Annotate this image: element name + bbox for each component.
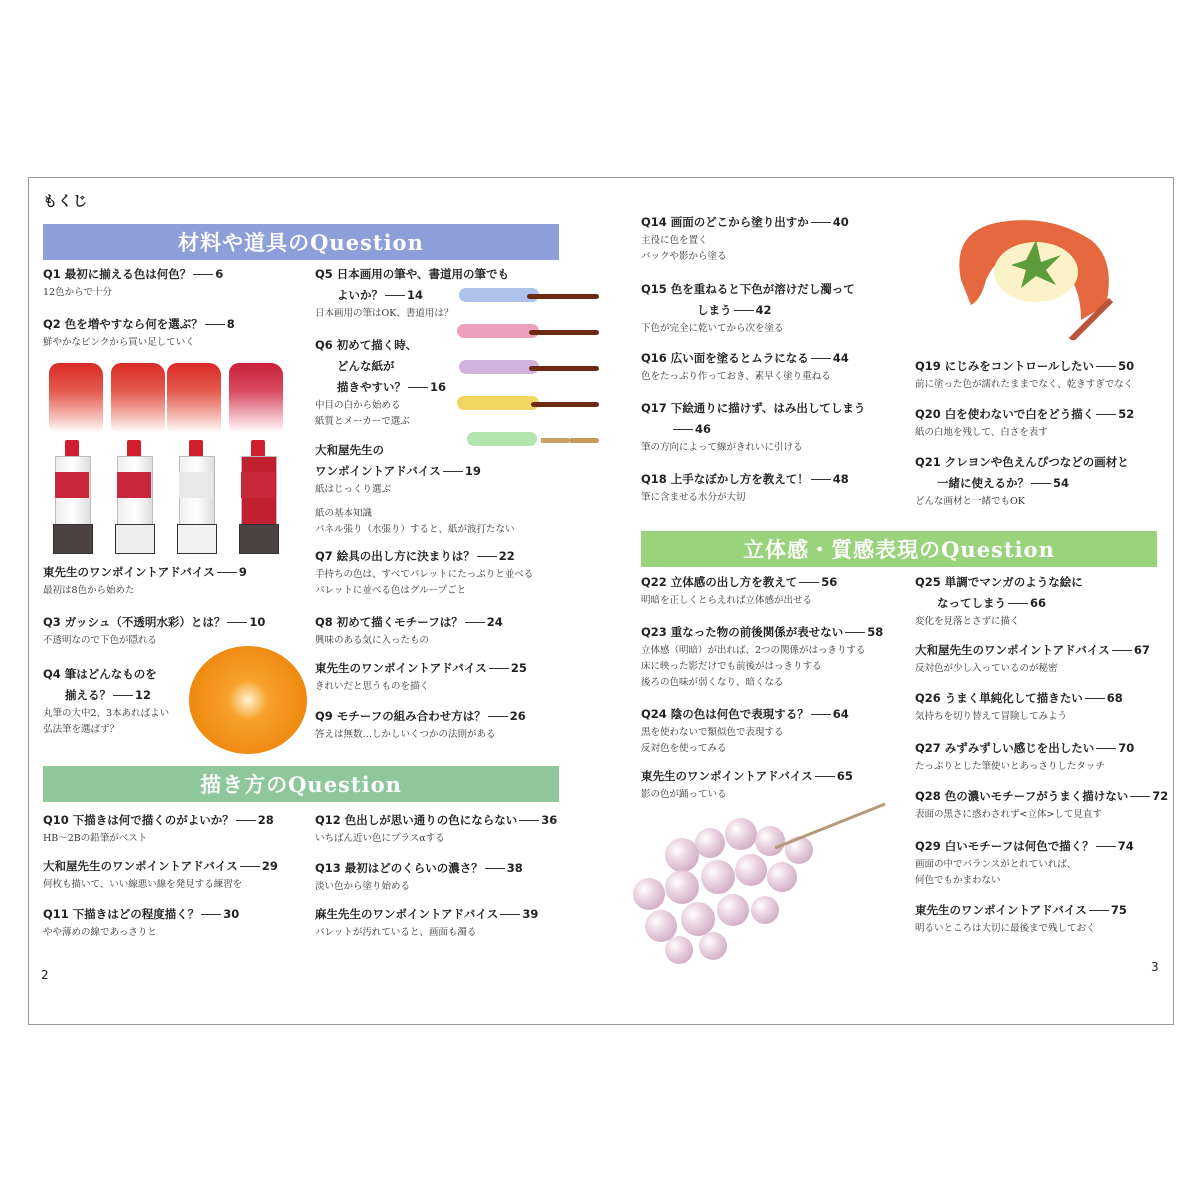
entry-title: 大和屋先生のワンポイントアドバイス	[915, 643, 1110, 657]
entry-sub: HB〜2Bの鉛筆がベスト	[43, 833, 148, 844]
entry-page: 28	[257, 813, 274, 827]
toc-entry[interactable]	[915, 572, 1185, 630]
entry-title: Q16 広い面を塗るとムラになる	[641, 351, 809, 365]
entry-title-cont: どんな紙が	[337, 359, 395, 373]
tomato-illustration	[941, 210, 1161, 340]
toc-entry[interactable]	[315, 658, 585, 695]
banner-materials: 材料や道具のQuestion	[43, 224, 559, 260]
entry-sub: 筆の方向によって線がきれいに引ける	[641, 442, 803, 453]
entry-title: Q4 筆はどんなものを	[43, 667, 157, 681]
entry-page: 67	[1133, 643, 1150, 657]
entry-title: 東先生のワンポイントアドバイス	[915, 903, 1087, 917]
entry-sub: 答えは無数…しかしいくつかの法則がある	[315, 729, 496, 740]
toc-entry[interactable]	[641, 398, 911, 456]
entry-title: Q14 画面のどこから塗り出すか	[641, 215, 809, 229]
brush-stroke	[457, 396, 539, 410]
entry-page: 8	[226, 317, 235, 331]
entry-page: 6	[215, 267, 224, 281]
entry-sub: 前に塗った色が濡れたままでなく、乾きすぎでなく	[915, 379, 1134, 390]
entry-sub: 気持ちを切り替えて冒険してみよう	[915, 711, 1068, 722]
entry-title: Q19 にじみをコントロールしたい	[915, 359, 1095, 373]
entry-page: 70	[1118, 741, 1135, 755]
entry-page: 10	[249, 615, 266, 629]
entry-page: 38	[506, 861, 523, 875]
page-number-right: 3	[1151, 960, 1159, 974]
entry-title: Q5 日本画用の筆や、書道用の筆でも	[315, 267, 510, 281]
toc-entry[interactable]	[915, 404, 1185, 441]
brush-stroke	[467, 432, 537, 446]
entry-sub: 色をたっぷり作っておき、素早く塗り重ねる	[641, 371, 831, 382]
toc-entry[interactable]	[315, 904, 585, 941]
paint-tube	[53, 440, 91, 552]
entry-title-cont: 一緒に使えるか？	[937, 476, 1029, 490]
entry-title: 東先生のワンポイントアドバイス	[43, 565, 215, 579]
entry-sub: 淡い色から塗り始める	[315, 881, 411, 892]
banner-drawing: 描き方のQuestion	[43, 766, 559, 802]
entry-page: 39	[522, 907, 539, 921]
toc-entry[interactable]	[915, 786, 1185, 823]
entry-sub: 最初は8色から始めた	[43, 585, 135, 596]
entry-title-cont: よいか？	[337, 288, 383, 302]
entry-sub: たっぷりとした筆使いとあっさりしたタッチ	[915, 761, 1105, 772]
entry-page: 16	[430, 380, 447, 394]
entry-page: 42	[755, 303, 772, 317]
entry-sub: やや薄めの線であっさりと	[43, 927, 157, 938]
entry-title: Q25 単調でマンガのような絵に	[915, 575, 1083, 589]
paint-swatch	[111, 363, 165, 433]
entry-page: 14	[407, 288, 424, 302]
entry-page: 75	[1110, 903, 1127, 917]
entry-sub: 紙の基本知識	[315, 508, 373, 519]
entry-sub: 12色からで十分	[43, 287, 112, 298]
entry-title: 大和屋先生の	[315, 443, 384, 457]
toc-entry[interactable]	[315, 612, 585, 649]
entry-sub: 明暗を正しくとらえれば立体感が出せる	[641, 595, 813, 606]
toc-entry[interactable]	[43, 264, 313, 301]
entry-title: Q8 初めて描くモチーフは？	[315, 615, 463, 629]
paint-tube	[115, 440, 153, 552]
entry-sub: 後ろの色味が弱くなり、暗くなる	[641, 677, 784, 688]
entry-title: Q13 最初はどのくらいの濃さ？	[315, 861, 483, 875]
entry-sub: いちばん近い色にプラスαする	[315, 833, 445, 844]
toc-entry[interactable]	[641, 622, 911, 691]
toc-entry[interactable]	[315, 506, 585, 538]
entry-page: 24	[486, 615, 503, 629]
entry-sub: バックや影から塗る	[641, 251, 727, 262]
page-number-left: 2	[41, 968, 49, 982]
toc-entry[interactable]	[641, 212, 911, 265]
entry-sub: 表面の黒さに惑わされず<立体>して見直す	[915, 809, 1102, 820]
entry-title-cont: なってしまう	[937, 596, 1006, 610]
entry-page: 50	[1118, 359, 1135, 373]
entry-title: Q2 色を増やすなら何を選ぶ？	[43, 317, 203, 331]
entry-title: 麻生先生のワンポイントアドバイス	[315, 907, 499, 921]
entry-page: 48	[832, 472, 849, 486]
entry-page: 19	[464, 464, 481, 478]
toc-entry[interactable]	[43, 904, 313, 941]
brush-stroke	[459, 360, 539, 374]
toc-entry[interactable]	[641, 704, 911, 757]
entry-page: 65	[836, 769, 853, 783]
entry-sub: 主役に色を置く	[641, 235, 708, 246]
toc-entry[interactable]	[315, 335, 585, 430]
entry-sub: パレットが汚れていると、画面も濁る	[315, 927, 477, 938]
entry-sub: 日本画用の筆はOK、書道用は？	[315, 308, 454, 319]
entry-page: 54	[1053, 476, 1070, 490]
brush-icon	[529, 366, 599, 371]
entry-sub: 何枚も描いて、いい線悪い線を発見する練習を	[43, 879, 243, 890]
paint-swatch	[229, 363, 283, 433]
entry-page: 22	[498, 549, 515, 563]
entry-page: 66	[1030, 596, 1047, 610]
toc-entry[interactable]	[641, 469, 911, 506]
toc-entry[interactable]	[641, 572, 911, 609]
entry-sub: 影の色が踊っている	[641, 789, 727, 800]
toc-entry[interactable]	[915, 738, 1185, 775]
entry-page: 30	[223, 907, 240, 921]
entry-page: 9	[238, 565, 247, 579]
brush-icon	[527, 294, 599, 299]
grapes-illustration	[625, 798, 895, 968]
entry-title: 大和屋先生のワンポイントアドバイス	[43, 859, 238, 873]
paint-swatch	[167, 363, 221, 433]
toc-entry[interactable]	[43, 810, 313, 847]
entry-page: 58	[867, 625, 884, 639]
orange-illustration	[189, 646, 307, 754]
entry-page: 12	[135, 688, 152, 702]
entry-page: 40	[832, 215, 849, 229]
entry-sub: パネル張り（水張り）すると、紙が波打たない	[315, 524, 515, 535]
entry-page: 29	[261, 859, 278, 873]
entry-title: Q22 立体感の出し方を教えて	[641, 575, 798, 589]
entry-title: Q18 上手なぼかし方を教えて！	[641, 472, 809, 486]
entry-sub: 紙はじっくり選ぶ	[315, 484, 392, 495]
entry-title: Q6 初めて描く時、	[315, 338, 418, 352]
toc-entry[interactable]	[315, 440, 585, 498]
paint-swatch	[49, 363, 103, 433]
brush-icon	[529, 330, 599, 335]
paint-tube	[239, 440, 277, 552]
toc-entry[interactable]	[641, 279, 911, 337]
entry-sub: 立体感（明暗）が出れば、2つの関係がはっきりする	[641, 645, 866, 656]
entry-title-cont: 描きやすい？	[337, 380, 406, 394]
brush-icon	[569, 438, 599, 443]
toc-entry[interactable]	[315, 264, 585, 322]
entry-title: Q3 ガッシュ（不透明水彩）とは？	[43, 615, 226, 629]
toc-entry[interactable]	[915, 900, 1185, 937]
entry-title: 東先生のワンポイントアドバイス	[315, 661, 487, 675]
entry-title: Q24 陰の色は何色で表現する？	[641, 707, 809, 721]
entry-sub: 弘法筆を選ばず？	[43, 724, 120, 735]
entry-page: 56	[821, 575, 838, 589]
entry-page: 52	[1118, 407, 1135, 421]
toc-entry[interactable]	[641, 348, 911, 385]
entry-page: 46	[695, 422, 712, 436]
paint-tube	[177, 440, 215, 552]
toc-title: もくじ	[43, 194, 88, 210]
entry-sub: 床に映った影だけでも前後がはっきりする	[641, 661, 822, 672]
entry-sub: どんな画材と一緒でもOK	[915, 496, 1025, 507]
entry-sub: 手持ちの色は、すべてパレットにたっぷりと並べる	[315, 569, 534, 580]
entry-title: Q10 下描きは何で描くのがよいか？	[43, 813, 234, 827]
entry-sub: 不透明なので下色が隠れる	[43, 635, 158, 646]
entry-title-cont: しまう	[697, 303, 732, 317]
entry-sub: 画面の中でバランスがとれていれば、	[915, 859, 1077, 870]
entry-title: Q11 下描きはどの程度描く？	[43, 907, 200, 921]
toc-entry[interactable]	[43, 562, 313, 599]
entry-page: 26	[509, 709, 526, 723]
entry-page: 74	[1117, 839, 1134, 853]
toc-entry[interactable]	[915, 452, 1185, 510]
entry-title-cont: ワンポイントアドバイス	[315, 464, 441, 478]
entry-title: Q23 重なった物の前後関係が表せない	[641, 625, 844, 639]
entry-page: 64	[832, 707, 849, 721]
entry-title-cont: 揃える？	[65, 688, 111, 702]
entry-page: 72	[1152, 789, 1169, 803]
toc-entry[interactable]	[315, 546, 585, 599]
entry-sub: 何色でもかまわない	[915, 875, 1001, 886]
entry-title: Q15 色を重ねると下色が溶けだし濁って	[641, 282, 855, 296]
entry-sub: 黒を使わないで類似色で表現する	[641, 727, 784, 738]
entry-sub: 紙質とメーカーで選ぶ	[315, 416, 410, 427]
entry-sub: 筆に含ませる水分が大切	[641, 492, 746, 503]
entry-sub: 丸筆の大中2、3本あればよい	[43, 708, 170, 719]
toc-entry[interactable]	[915, 836, 1185, 889]
book-spread	[28, 177, 1174, 1025]
entry-title: Q26 うまく単純化して描きたい	[915, 691, 1083, 705]
brush-stroke	[457, 324, 539, 338]
toc-entry[interactable]	[43, 612, 313, 649]
flat-brush-icon	[541, 438, 569, 443]
entry-sub: 中目の白から始める	[315, 400, 401, 411]
entry-title: Q12 色出しが思い通りの色にならない	[315, 813, 518, 827]
entry-title: Q17 下絵通りに描けず、はみ出してしまう	[641, 401, 866, 415]
entry-title: Q29 白いモチーフは何色で描く？	[915, 839, 1094, 853]
entry-page: 25	[510, 661, 527, 675]
entry-page: 68	[1106, 691, 1123, 705]
entry-title: Q28 色の濃いモチーフがうまく描けない	[915, 789, 1129, 803]
toc-entry[interactable]	[315, 706, 585, 743]
brush-icon	[531, 402, 599, 407]
toc-entry[interactable]	[315, 810, 585, 847]
entry-sub: きれいだと思うものを描く	[315, 681, 430, 692]
entry-page: 44	[832, 351, 849, 365]
entry-sub: 興味のある気に入ったもの	[315, 635, 430, 646]
entry-sub: 変化を見落とさずに描く	[915, 616, 1020, 627]
banner-texture: 立体感・質感表現のQuestion	[641, 531, 1157, 567]
entry-title: Q1 最初に揃える色は何色？	[43, 267, 192, 281]
entry-title: Q7 絵具の出し方に決まりは？	[315, 549, 475, 563]
entry-sub: 下色が完全に乾いてから次を塗る	[641, 323, 784, 334]
entry-title: 東先生のワンポイントアドバイス	[641, 769, 813, 783]
entry-sub: 明るいところは大切に最後まで残しておく	[915, 923, 1096, 934]
entry-title: Q20 白を使わないで白をどう描く	[915, 407, 1095, 421]
toc-entry[interactable]	[915, 640, 1185, 677]
entry-sub: パレットに並べる色はグループごと	[315, 585, 467, 596]
entry-title: Q21 クレヨンや色えんぴつなどの画材と	[915, 455, 1129, 469]
entry-sub: 反対色が少し入っているのが秘密	[915, 663, 1058, 674]
entry-sub: 反対色を使ってみる	[641, 743, 727, 754]
toc-entry[interactable]	[915, 688, 1185, 725]
entry-title: Q9 モチーフの組み合わせ方は？	[315, 709, 486, 723]
toc-entry[interactable]	[43, 856, 313, 893]
toc-entry[interactable]	[915, 356, 1185, 393]
entry-title: Q27 みずみずしい感じを出したい	[915, 741, 1095, 755]
entry-page: 36	[541, 813, 558, 827]
toc-entry[interactable]	[43, 314, 313, 351]
entry-sub: 鮮やかなピンクから買い足していく	[43, 337, 195, 348]
entry-sub: 紙の白地を残して、白さを表す	[915, 427, 1048, 438]
toc-entry[interactable]	[315, 858, 585, 895]
